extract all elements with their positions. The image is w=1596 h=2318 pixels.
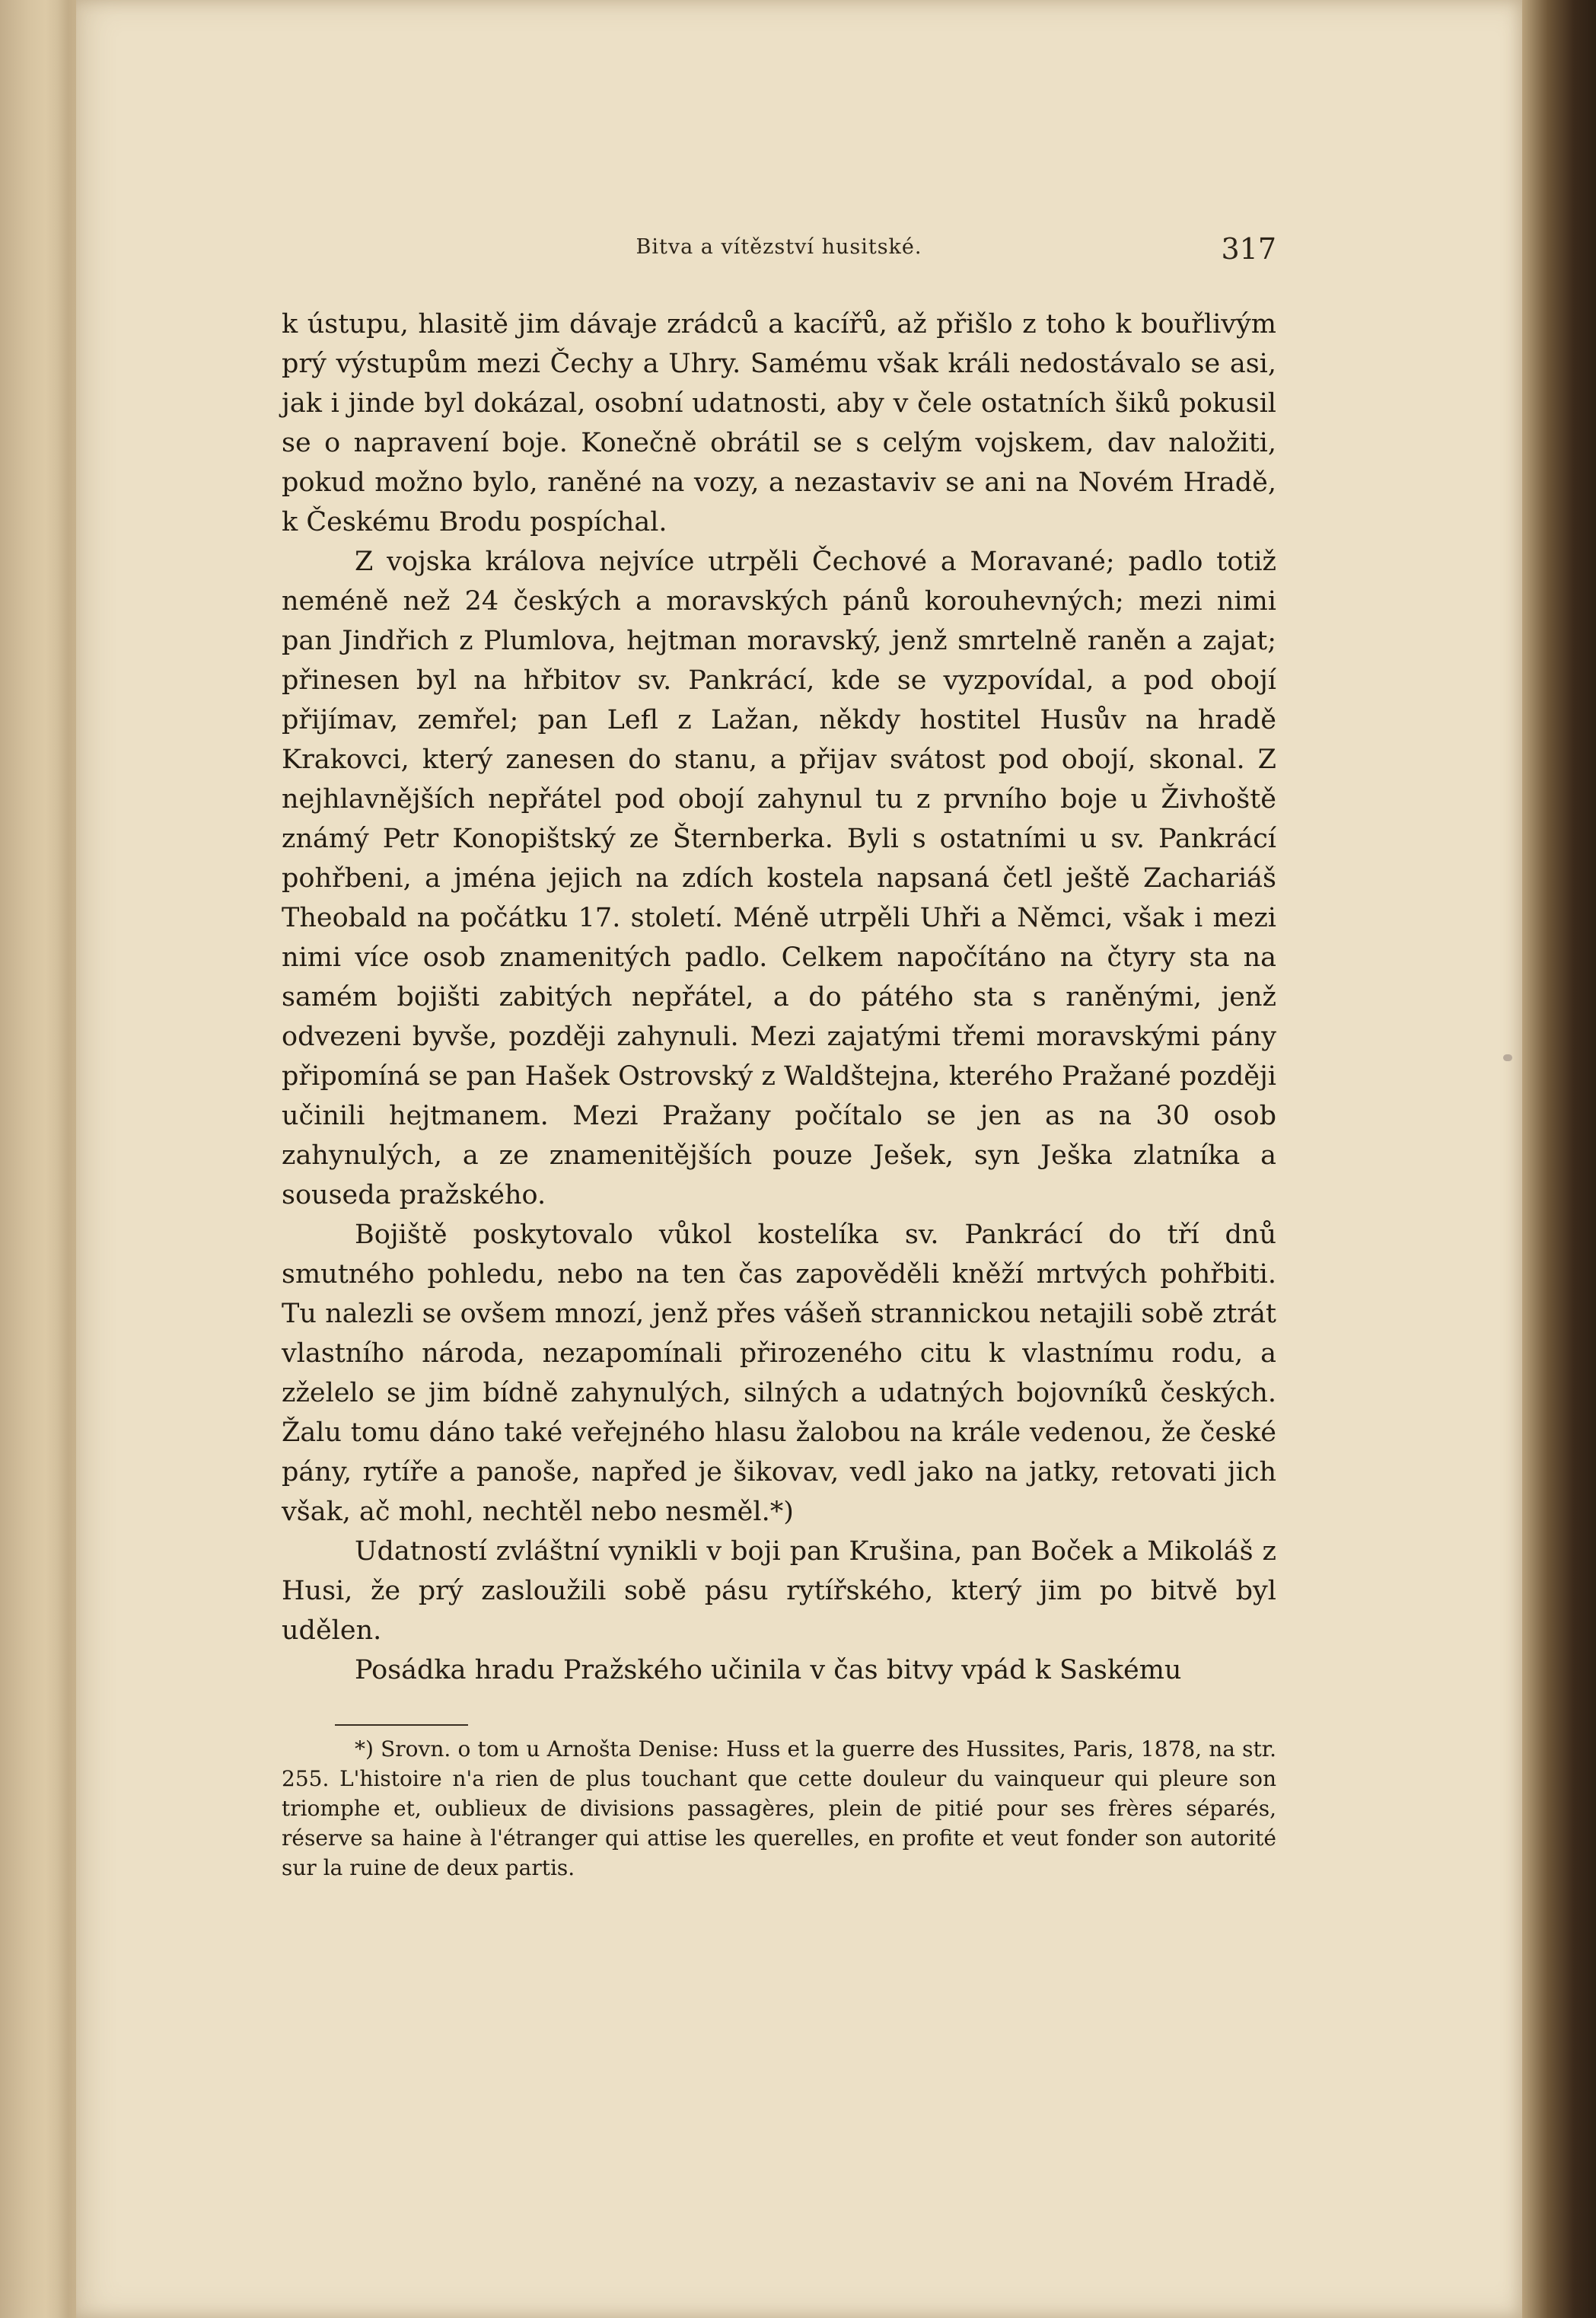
page-number: 317 — [1221, 232, 1276, 266]
paragraph-2: Z vojska králova nejvíce utrpěli Čechové a Moravané; padlo totiž neméně než 24 českých a moravských pánů korouhevných; mezi nimi pan Jindřich z Plumlova, hejtman moravský, jenž smrtelně raněn a zajat; přinesen byl na hřbitov sv. Pankrácí, kde se vyzpovídal, a pod obojí přijímav, zemřel; pan Lefl z Lažan, někdy hostitel Husův na hradě Krakovci, který zanesen do stanu, a přijav svátost pod obojí, skonal. Z nejhlavnějších nepřátel pod obojí zahynul tu z prvního boje u Živhoště známý Petr Konopištský ze Šternberka. Byli s ostatními u sv. Pankrácí pohřbeni, a jména jejich na zdích kostela napsaná četl ještě Zachariáš Theobald na počátku 17. století. Méně utrpěli Uhři a Němci, však i mezi nimi více osob znamenitých padlo. Celkem napočítáno na čtyry sta na samém bojišti zabitých nepřátel, a do pátého sta s raněnými, jenž odvezeni byvše, později zahynuli. Mezi zajatými třemi moravskými pány připomíná se pan Hašek Ostrovský z Waldštejna, kterého Pražané později učinili hejtmanem. Mezi Pražany počítalo se jen as na 30 osob zahynulých, a ze znamenitějších pouze Ješek, syn Ješka zlatníka a souseda pražského. — [282, 547, 1276, 1210]
page-edge-shadow — [1522, 0, 1596, 2318]
page-header — [282, 232, 1276, 270]
body-text — [282, 304, 1276, 1690]
footnote: *) Srovn. o tom u Arnošta Denise: Huss et la guerre des Hussites, Paris, 1878, na str. 255. L'histoire n'a rien de plus touchant que cette douleur du vainqueur qui pleure son triomphe et, oublieux de divisions passagères, plein de pitié pour ses frères séparés, réserve sa haine à l'étranger qui attise les querelles, en profite et veut fonder son autorité sur la ruine de deux partis. — [282, 1736, 1276, 1880]
footnote-rule — [335, 1724, 468, 1726]
running-head: Bitva a vítězství husitské. — [636, 235, 922, 259]
paper-speck — [1503, 1054, 1512, 1061]
paragraph-1: k ústupu, hlasitě jim dávaje zrádců a kacířů, až přišlo z toho k bouřlivým prý výstupům mezi Čechy a Uhry. Samému však králi nedostávalo se asi, jak i jinde byl dokázal, osobní udatnosti, aby v čele ostatních šiků pokusil se o napravení boje. Konečně obrátil se s celým vojskem, dav naložiti, pokud možno bylo, raněné na vozy, a nezastaviv se ani na Novém Hradě, k Českému Brodu pospíchal. — [282, 309, 1276, 537]
paragraph-5: Posádka hradu Pražského učinila v čas bitvy vpád k Saskému — [355, 1655, 1182, 1685]
paragraph-3: Bojiště poskytovalo vůkol kostelíka sv. Pankrácí do tří dnů smutného pohledu, nebo na ten čas zapověděli kněží mrtvých pohřbiti. Tu nalezli se ovšem mnozí, jenž přes vášeň strannickou netajili sobě ztrát vlastního národa, nezapomínali přirozeného citu k vlastnímu rodu, a zželelo se jim bídně zahynulých, silných a udatných bojovníků českých. Žalu tomu dáno také veřejného hlasu žalobou na krále vedenou, že české pány, rytíře a panoše, napřed je šikovav, vedl jako na jatky, retovati jich však, ač mohl, nechtěl nebo nesměl.*) — [282, 1220, 1276, 1527]
paragraph-4: Udatností zvláštní vynikli v boji pan Krušina, pan Boček a Mikoláš z Husi, že prý zasloužili sobě pásu rytířského, který jim po bitvě byl udělen. — [282, 1536, 1276, 1646]
